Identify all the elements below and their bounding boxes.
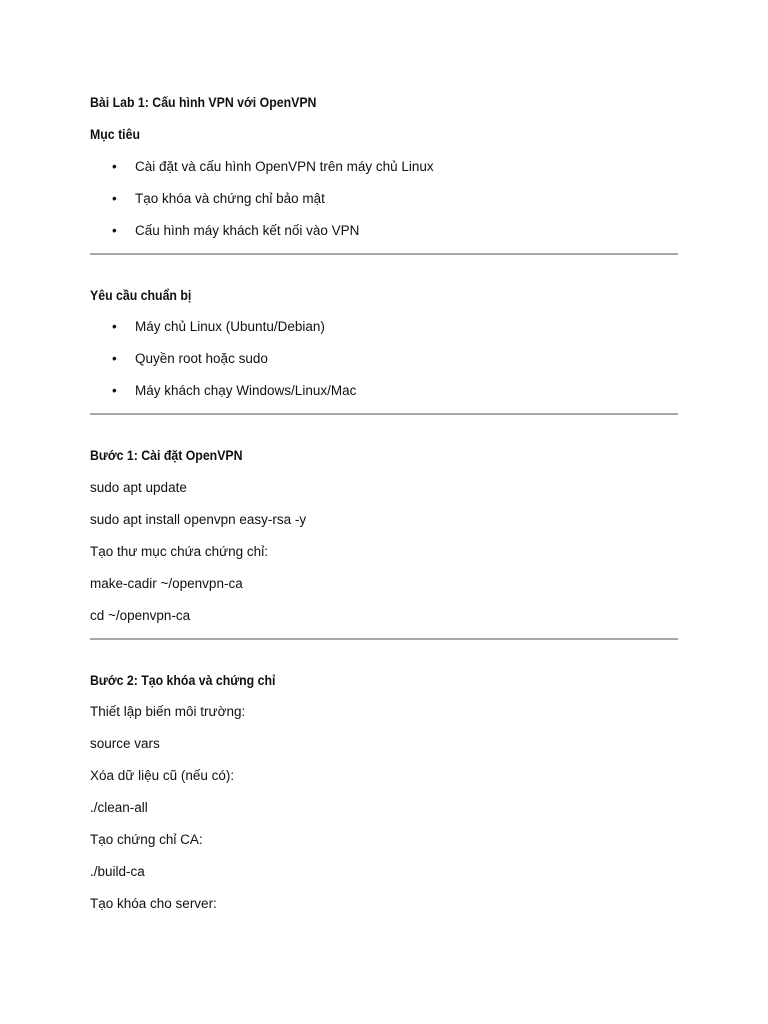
list-item-text: Máy khách chạy Windows/Linux/Mac <box>135 383 357 398</box>
step2-line: ./clean-all <box>90 800 148 815</box>
step2-line: source vars <box>90 736 160 751</box>
objectives-heading: Mục tiêu <box>90 126 140 142</box>
step2-line: Xóa dữ liệu cũ (nếu có): <box>90 768 235 783</box>
step2-line: Tạo chứng chỉ CA: <box>90 832 203 847</box>
bullet-icon: • <box>112 191 117 206</box>
list-item-text: Máy chủ Linux (Ubuntu/Debian) <box>135 319 325 334</box>
section-divider <box>90 638 678 640</box>
requirements-heading: Yêu cầu chuẩn bị <box>90 287 192 303</box>
step2-heading: Bước 2: Tạo khóa và chứng chỉ <box>90 672 276 688</box>
step1-line: cd ~/openvpn-ca <box>90 608 191 623</box>
bullet-icon: • <box>112 383 117 398</box>
step2-line: ./build-ca <box>90 864 145 879</box>
list-item-text: Cấu hình máy khách kết nối vào VPN <box>135 223 360 238</box>
step1-heading: Bước 1: Cài đặt OpenVPN <box>90 447 243 463</box>
bullet-icon: • <box>112 159 117 174</box>
bullet-icon: • <box>112 223 117 238</box>
step2-line: Thiết lập biến môi trường: <box>90 704 246 719</box>
list-item-text: Quyền root hoặc sudo <box>135 351 268 366</box>
list-item-text: Cài đặt và cấu hình OpenVPN trên máy chủ Linux <box>135 159 434 174</box>
step1-line: sudo apt install openvpn easy-rsa -y <box>90 512 307 527</box>
document-title: Bài Lab 1: Cấu hình VPN với OpenVPN <box>90 94 317 110</box>
step1-line: Tạo thư mục chứa chứng chỉ: <box>90 544 268 559</box>
step1-line: sudo apt update <box>90 480 187 495</box>
section-divider <box>90 253 678 255</box>
bullet-icon: • <box>112 319 117 334</box>
section-divider <box>90 413 678 415</box>
bullet-icon: • <box>112 351 117 366</box>
step1-line: make-cadir ~/openvpn-ca <box>90 576 243 591</box>
list-item-text: Tạo khóa và chứng chỉ bảo mật <box>135 191 325 206</box>
step2-line: Tạo khóa cho server: <box>90 896 217 911</box>
